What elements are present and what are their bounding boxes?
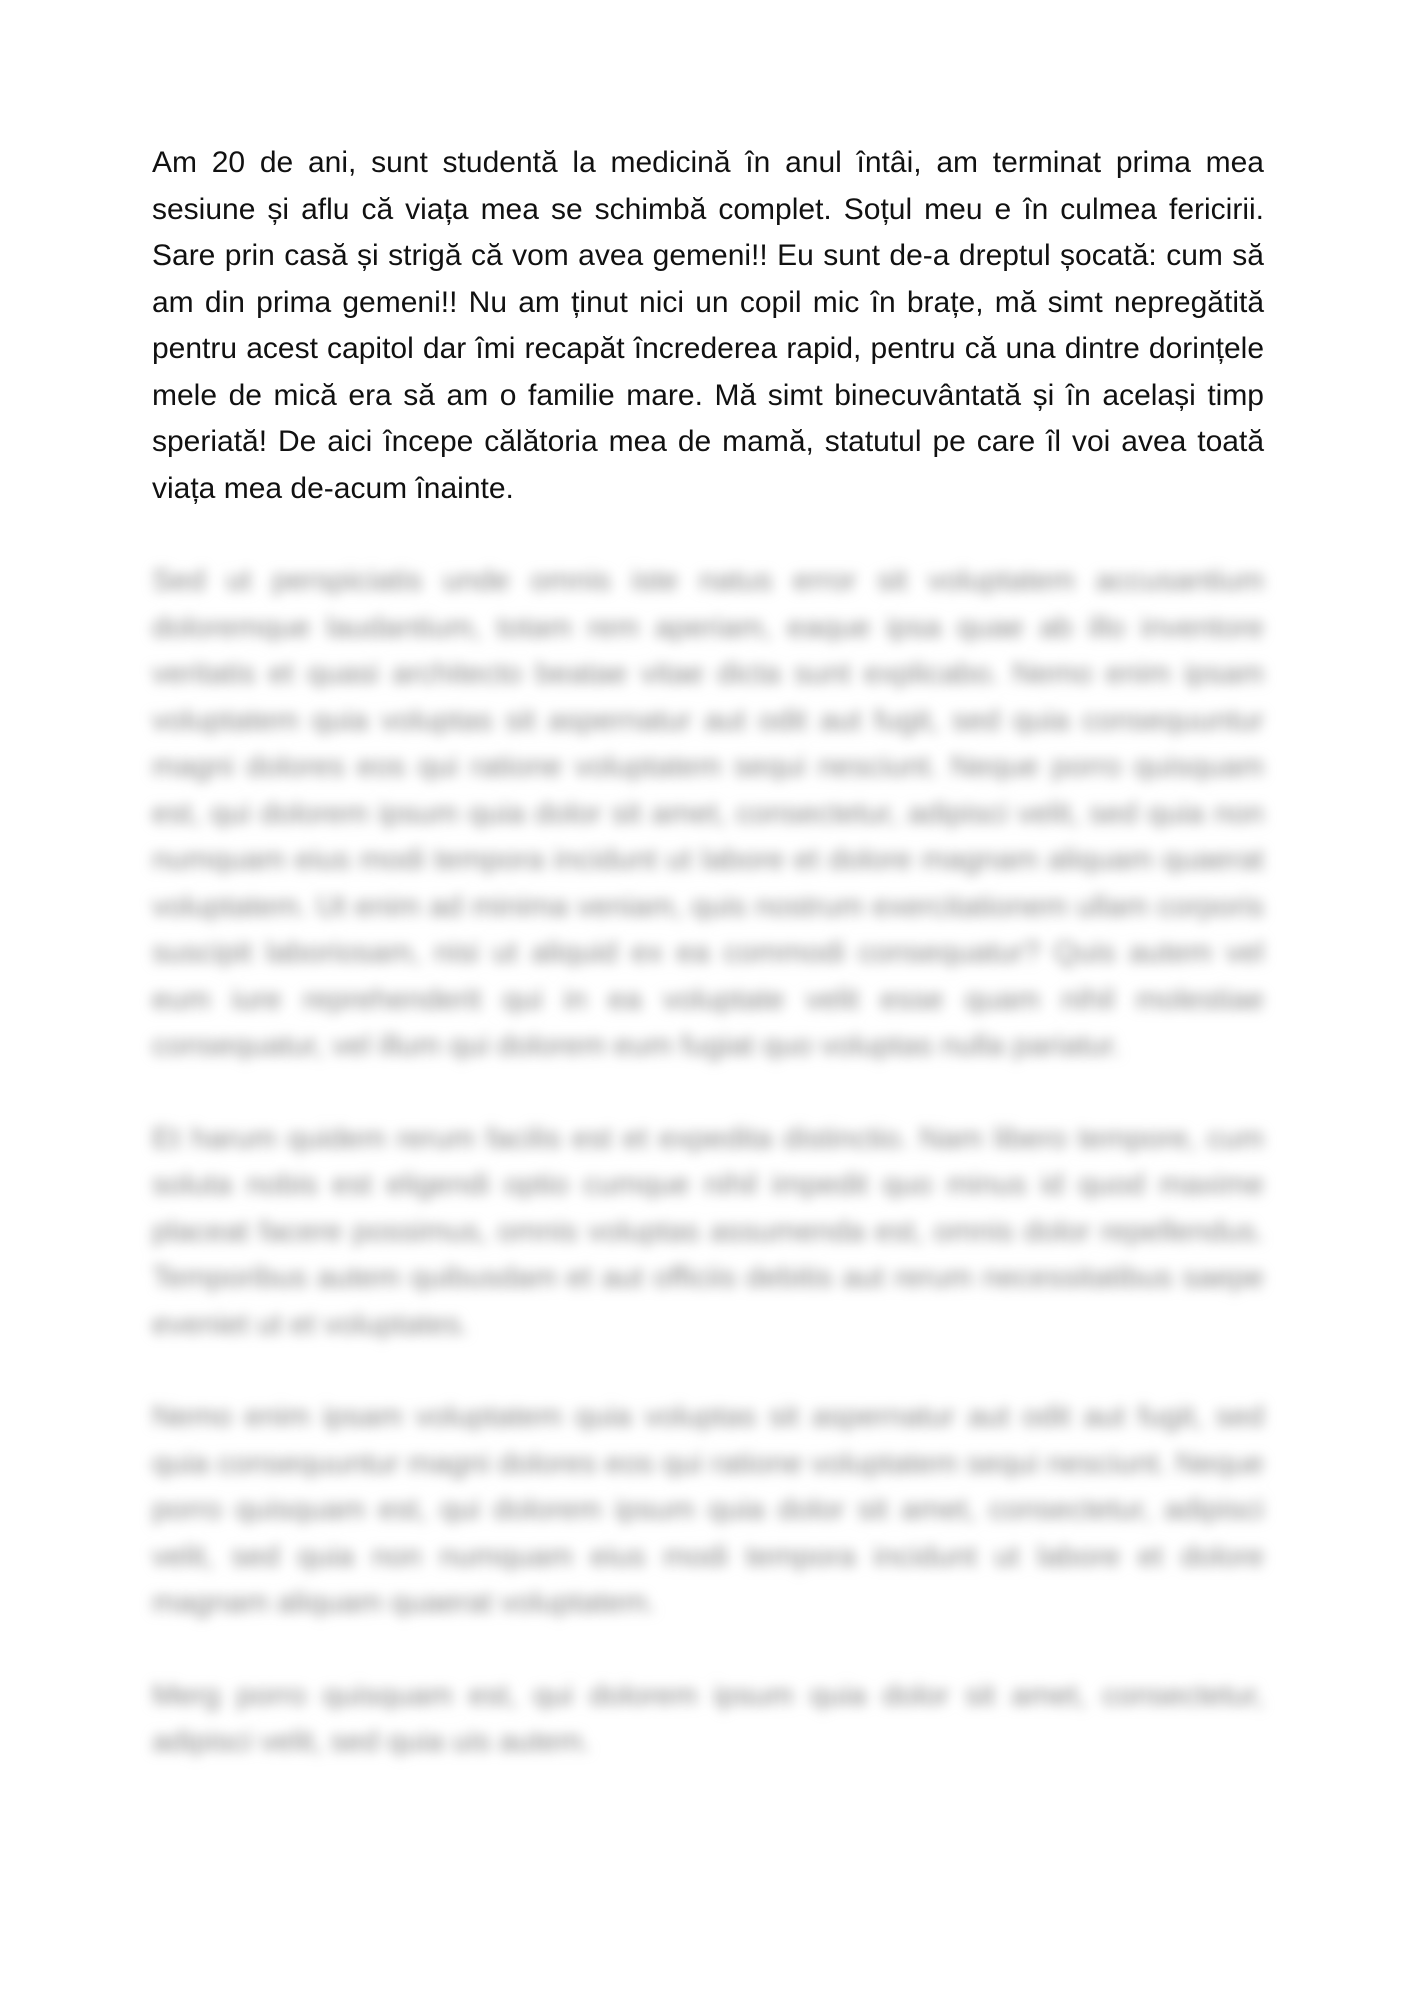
blurred-paragraph: Sed ut perspiciatis unde omnis iste natus error sit voluptatem accusantium doloremque laudantium, totam rem aperiam, eaque ipsa quae ab illo inventore veritatis et quasi architecto beatae vitae dicta sunt explicabo. Nemo enim ipsam voluptatem quia voluptas sit aspernatur aut odit aut fugit, sed quia consequuntur magni dolores eos qui ratione voluptatem sequi nesciunt. Neque porro quisquam est, qui dolorem ipsum quia dolor sit amet, consectetur, adipisci velit, sed quia non numquam eius modi tempora incidunt ut labore et dolore magnam aliquam quaerat voluptatem. Ut enim ad minima veniam, quis nostrum exercitationem ullam corporis suscipit laboriosam, nisi ut aliquid ex ea commodi consequatur? Quis autem vel eum iure reprehenderit qui in ea voluptate velit esse quam nihil molestiae consequatur, vel illum qui dolorem eum fugiat quo voluptas nulla pariatur. xyxy=(152,564,1264,1062)
blurred-paragraph: Nemo enim ipsam voluptatem quia voluptas sit aspernatur aut odit aut fugit, sed quia consequuntur magni dolores eos qui ratione voluptatem sequi nesciunt. Neque porro quisquam est, qui dolorem ipsum quia dolor sit amet, consectetur, adipisci velit, sed quia non numquam eius modi tempora incidunt ut labore et dolore magnam aliquam quaerat voluptatem. xyxy=(152,1400,1264,1619)
blurred-paragraph: Merg porro quisquam est, qui dolorem ipsum quia dolor sit amet, consectetur, adipisci velit, sed quia uis autem. xyxy=(152,1678,1264,1758)
paragraph-intro: Am 20 de ani, sunt studentă la medicină în anul întâi, am terminat prima mea sesiune și aflu că viața mea se schimbă complet. Soțul meu e în culmea fericirii. Sare prin casă și strigă că vom avea gemeni!! Eu sunt de-a dreptul șocată: cum să am din prima gemeni!! Nu am ținut nici un copil mic în brațe, mă simt nepregătită pentru acest capitol dar îmi recapăt încrederea rapid, pentru că una dintre dorințele mele de mică era să am o familie mare. Mă simt binecuvântată și în același timp speriată! De aici începe călătoria mea de mamă, statutul pe care îl voi avea toată viața mea de-acum înainte. xyxy=(152,146,1264,505)
document-body xyxy=(152,140,1264,1812)
blurred-paragraph: Et harum quidem rerum facilis est et expedita distinctio. Nam libero tempore, cum soluta nobis est eligendi optio cumque nihil impedit quo minus id quod maxime placeat facere possimus, omnis voluptas assumenda est, omnis dolor repellendus. Temporibus autem quibusdam et aut officiis debitis aut rerum necessitatibus saepe eveniet ut et voluptates. xyxy=(152,1121,1264,1341)
